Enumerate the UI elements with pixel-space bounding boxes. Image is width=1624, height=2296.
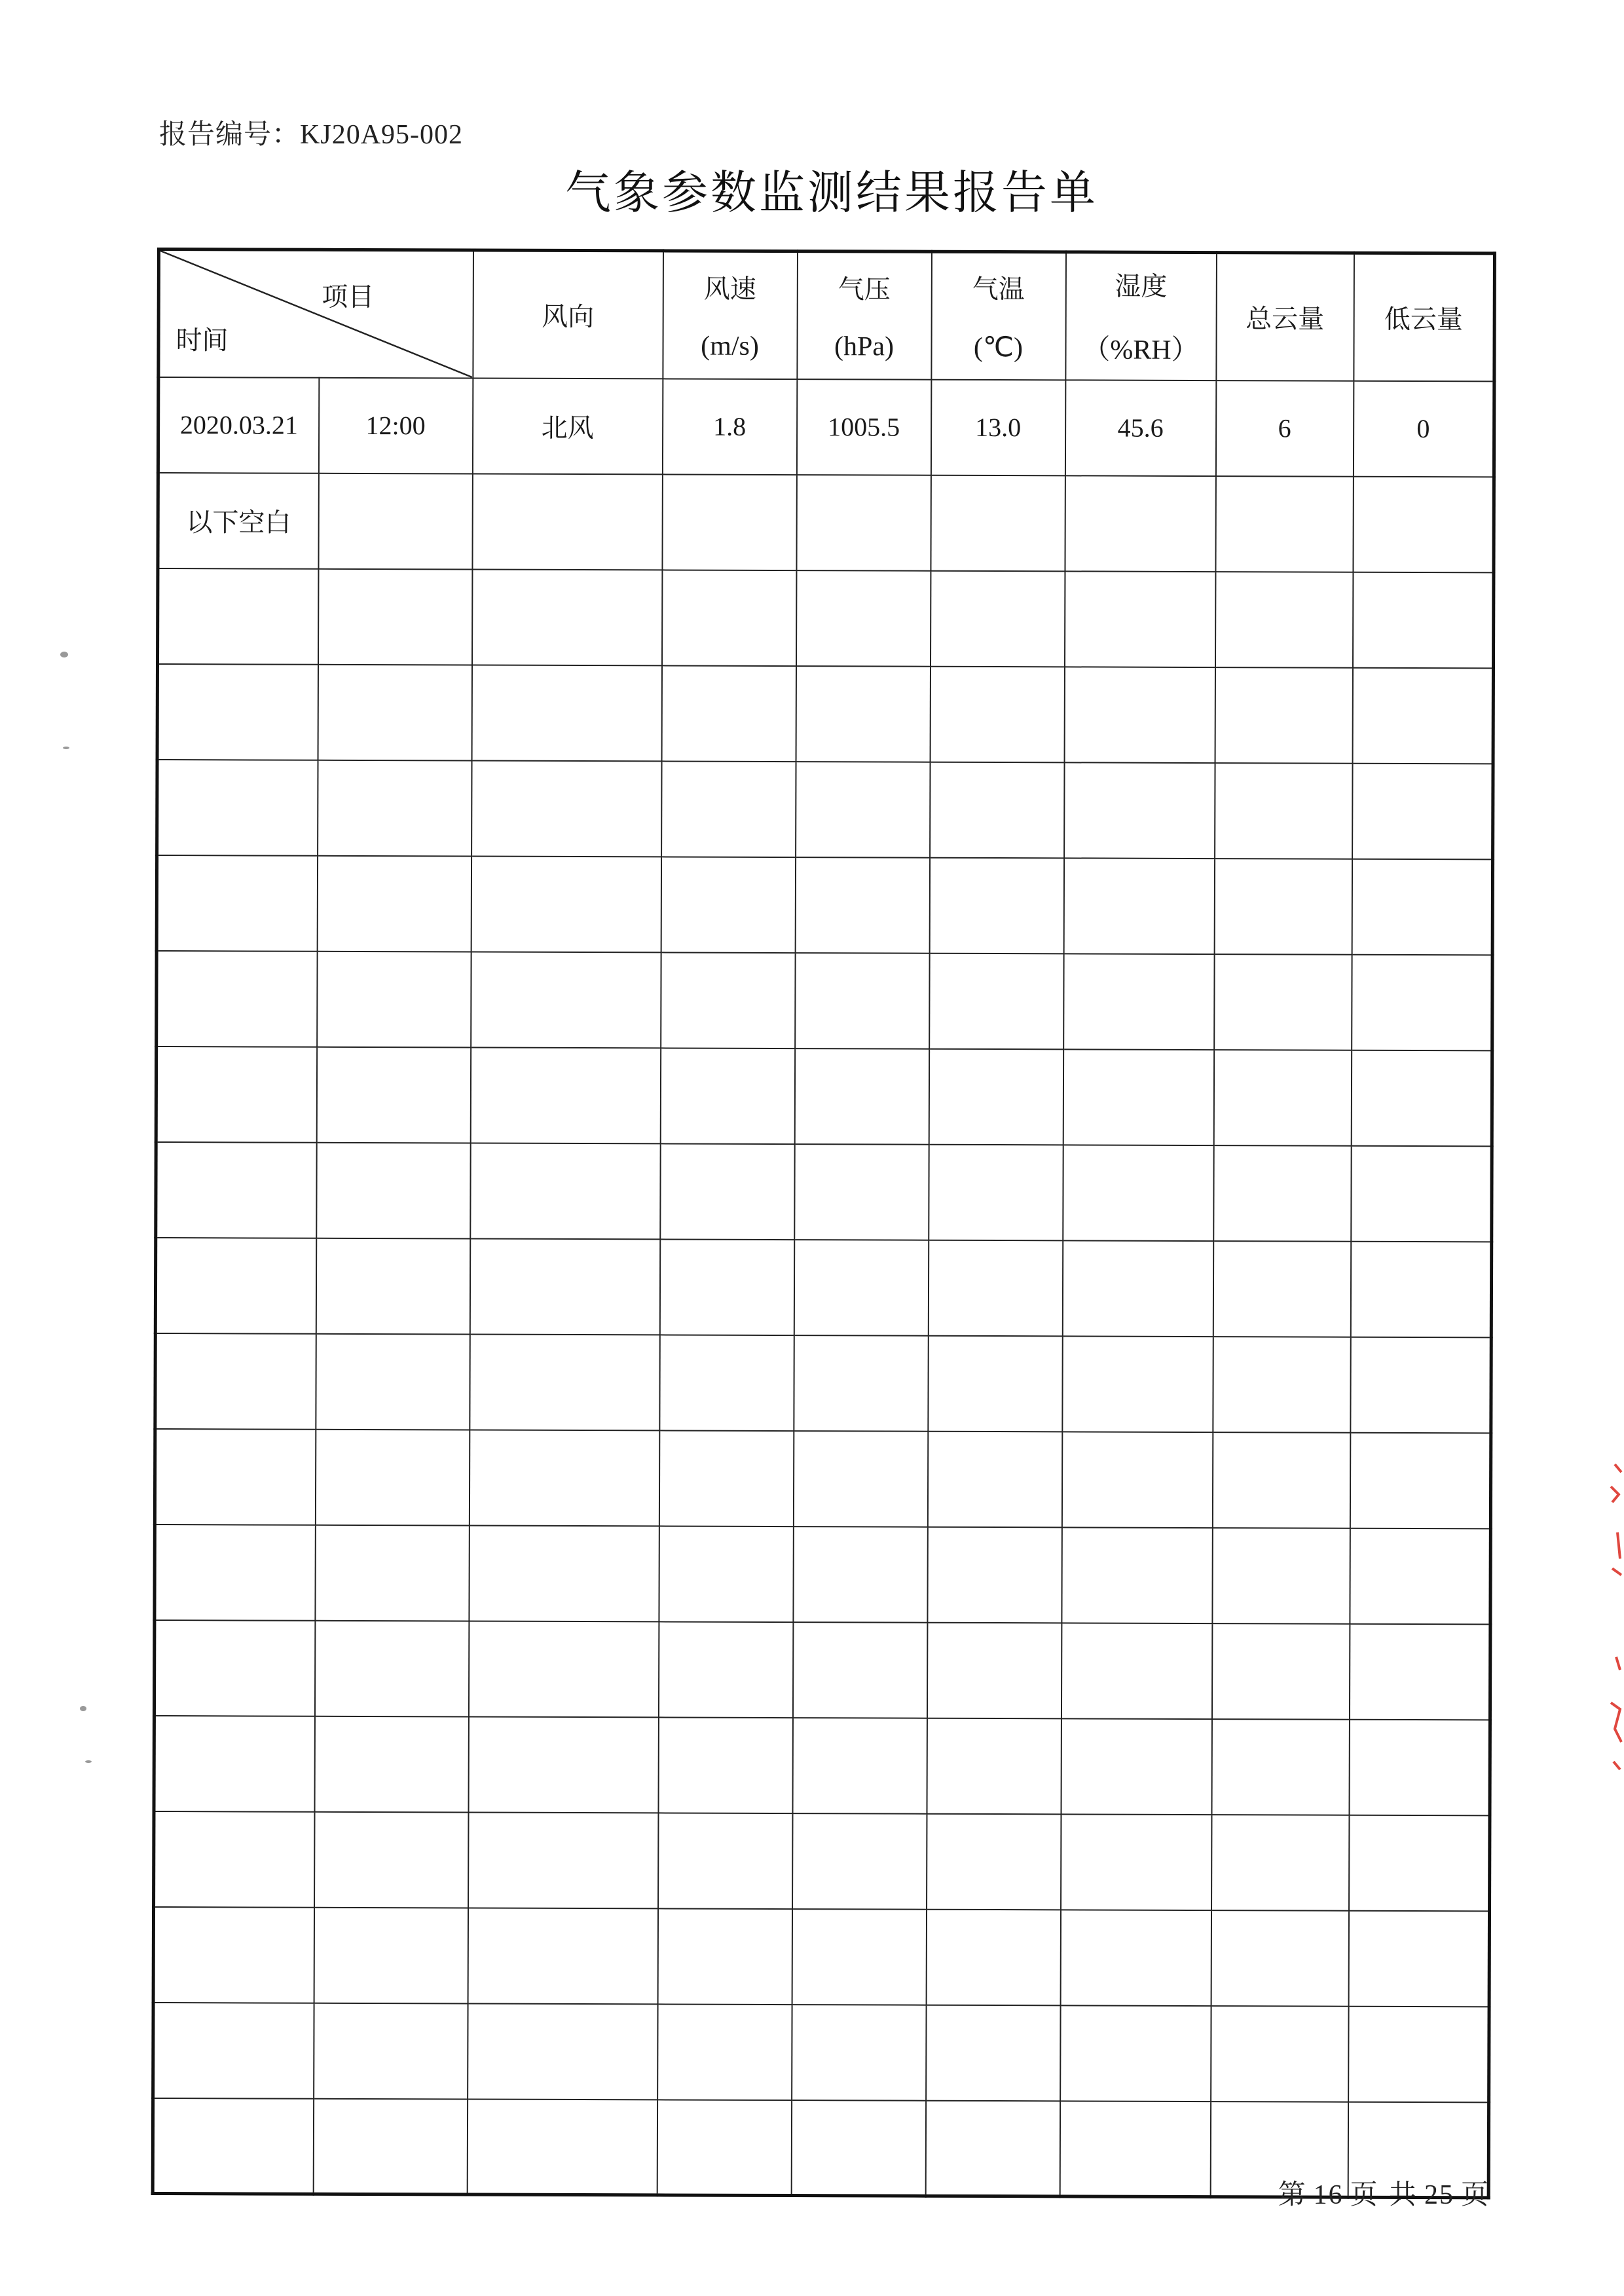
page-indicator (1278, 2173, 1490, 2212)
empty-cell (470, 1047, 660, 1143)
time-cell: 12:00 (318, 377, 472, 473)
empty-cell (1062, 1240, 1213, 1337)
empty-cell (657, 2004, 792, 2100)
empty-cell (929, 857, 1063, 954)
empty-cell (659, 1239, 794, 1335)
empty-cell (154, 1715, 314, 1811)
empty-cell (153, 2002, 314, 2098)
empty-cell (792, 1813, 927, 1910)
empty-cell (928, 1335, 1062, 1432)
empty-cell (1352, 859, 1492, 955)
empty-table-row (155, 1238, 1491, 1337)
empty-cell (157, 951, 317, 1047)
empty-cell (472, 473, 662, 570)
empty-cell (927, 1527, 1061, 1623)
empty-cell (1060, 2101, 1210, 2197)
empty-cell (157, 760, 318, 856)
empty-cell (930, 762, 1064, 858)
header-low-cloud-label: 低云量 (1384, 305, 1463, 335)
empty-cell (315, 1525, 469, 1621)
empty-cell (796, 666, 930, 762)
empty-cell (1061, 1718, 1211, 1815)
page-prefix: 第 (1278, 2178, 1307, 2210)
empty-cell (317, 855, 471, 952)
empty-cell (794, 1048, 929, 1145)
empty-table-row (155, 1333, 1491, 1432)
empty-cell (1352, 667, 1493, 764)
empty-cell (929, 953, 1063, 1049)
empty-table-row (157, 951, 1492, 1050)
empty-cell (796, 475, 931, 571)
empty-cell (468, 1621, 658, 1717)
empty-cell (791, 2100, 925, 2196)
empty-cell (930, 666, 1064, 762)
empty-table-row (158, 568, 1494, 668)
empty-cell (1349, 1815, 1490, 1911)
empty-table-row (154, 1811, 1490, 1910)
empty-cell (661, 570, 796, 666)
header-time-label: 时间 (175, 325, 229, 356)
empty-cell (157, 855, 317, 952)
page-suffix: 页 (1460, 2178, 1490, 2210)
empty-cell (316, 1238, 470, 1334)
empty-cell (793, 1527, 927, 1623)
empty-cell (925, 2100, 1060, 2196)
empty-cell (1214, 859, 1352, 955)
empty-cell (792, 1909, 926, 2005)
empty-cell (1061, 1814, 1211, 1910)
empty-cell (470, 1143, 660, 1239)
empty-cell (796, 570, 930, 667)
empty-cell (1060, 1910, 1211, 2006)
empty-cell (661, 761, 796, 857)
empty-cell (1348, 1910, 1489, 2007)
empty-cell (926, 2005, 1060, 2101)
page-current: 16 (1313, 2180, 1344, 2210)
empty-cell (1061, 1623, 1211, 1719)
empty-cell (794, 1240, 928, 1336)
empty-cell (1213, 1337, 1350, 1433)
empty-cell (1211, 1623, 1349, 1720)
scan-speck (63, 747, 69, 749)
empty-cell (1350, 1432, 1490, 1528)
empty-cell (1063, 1049, 1213, 1145)
empty-cell (155, 1333, 316, 1429)
empty-cell (659, 1430, 793, 1527)
diagonal-line (160, 251, 472, 377)
empty-cell (1211, 2006, 1348, 2102)
empty-cell (470, 1238, 659, 1335)
empty-table-row (155, 1428, 1490, 1528)
empty-table-row (154, 1715, 1490, 1815)
header-wind-speed-unit: (m/s) (701, 331, 759, 362)
empty-cell (467, 2099, 657, 2195)
empty-cell (928, 1240, 1062, 1336)
header-temperature (931, 251, 1066, 380)
header-low-cloud (1354, 253, 1495, 381)
empty-cell (471, 952, 661, 1048)
empty-cell (1215, 763, 1352, 859)
results-table (151, 248, 1496, 2199)
empty-cell (472, 569, 662, 665)
empty-cell (470, 1334, 659, 1430)
empty-cell (468, 1908, 657, 2004)
empty-table-row (153, 2002, 1489, 2102)
header-humidity-label: 湿度 (1115, 271, 1168, 303)
empty-cell (156, 1142, 316, 1238)
empty-cell (314, 1620, 468, 1716)
report-number-label: 报告编号： (159, 118, 301, 150)
header-pressure-unit: (hPa) (834, 331, 895, 362)
empty-cell (155, 1428, 315, 1525)
empty-table-row (157, 664, 1493, 764)
empty-cell (927, 1813, 1061, 1910)
empty-cell (792, 2005, 926, 2101)
empty-cell (927, 1622, 1061, 1718)
empty-table-row (156, 1142, 1492, 1242)
empty-cell (153, 2098, 313, 2194)
empty-cell (796, 762, 930, 858)
empty-cell (929, 1048, 1063, 1145)
empty-cell (1213, 1241, 1350, 1337)
empty-cell (1211, 1815, 1349, 1911)
empty-cell (1213, 1050, 1351, 1146)
empty-cell (661, 857, 795, 953)
empty-cell (1064, 571, 1215, 667)
empty-cell (795, 953, 929, 1049)
empty-cell (1062, 1336, 1213, 1432)
empty-table-row (157, 855, 1492, 955)
header-wind-speed-label: 风速 (703, 274, 756, 305)
humidity-cell: 45.6 (1065, 380, 1215, 476)
empty-cell (1211, 1910, 1348, 2007)
empty-table-row (154, 1620, 1490, 1719)
empty-cell (1351, 1145, 1492, 1242)
header-pressure (797, 251, 932, 380)
empty-cell (1064, 667, 1215, 763)
report-number (159, 113, 463, 152)
empty-cell (927, 1718, 1061, 1814)
empty-table-row (156, 1046, 1492, 1146)
empty-cell (154, 1811, 314, 1907)
header-total-cloud (1216, 253, 1354, 381)
header-wind-speed (663, 251, 798, 379)
empty-cell (658, 1621, 792, 1718)
empty-cell (314, 1811, 468, 1908)
header-pressure-label: 气压 (838, 274, 891, 305)
empty-cell (1064, 762, 1215, 859)
date-cell: 2020.03.21 (158, 377, 318, 473)
empty-cell (794, 1335, 928, 1432)
header-humidity (1065, 252, 1217, 380)
empty-table-row (155, 1524, 1490, 1623)
empty-cell (318, 664, 471, 760)
empty-cell (318, 473, 472, 569)
empty-cell (316, 1046, 470, 1143)
empty-cell (660, 1048, 794, 1144)
page-mid: 页 共 (1350, 2178, 1418, 2210)
results-table-frame (151, 248, 1493, 2113)
empty-cell (1352, 954, 1492, 1050)
header-humidity-unit: （%RH） (1082, 335, 1199, 366)
empty-cell (317, 951, 471, 1047)
empty-cell (926, 1909, 1060, 2005)
empty-cell (1214, 954, 1352, 1050)
empty-cell (658, 1717, 792, 1813)
pressure-cell: 1005.5 (796, 379, 931, 475)
header-temperature-unit: (℃) (973, 333, 1024, 363)
header-wind-direction-label: 风向 (542, 302, 595, 333)
empty-cell (154, 1620, 314, 1716)
empty-cell (1350, 1337, 1491, 1433)
empty-table-row (157, 760, 1493, 859)
empty-cell (1351, 1050, 1492, 1146)
page-total: 25 (1424, 2180, 1454, 2210)
table-header-row (158, 250, 1495, 381)
scan-speck (85, 1760, 92, 1763)
empty-cell (1063, 858, 1214, 954)
empty-cell (795, 857, 929, 954)
empty-cell (931, 475, 1065, 571)
wind-speed-cell: 1.8 (662, 379, 796, 475)
header-wind-direction (473, 250, 663, 379)
header-item-label: 项目 (322, 282, 375, 313)
empty-cell (1215, 476, 1353, 572)
empty-cell (155, 1238, 316, 1334)
empty-cell (1350, 1241, 1491, 1337)
empty-cell (156, 1046, 316, 1143)
empty-cell (661, 952, 795, 1048)
empty-cell (1211, 1719, 1349, 1815)
scan-speck (80, 1706, 86, 1711)
empty-cell (313, 2098, 467, 2194)
header-total-cloud-label: 总云量 (1246, 304, 1325, 335)
empty-cell (468, 1812, 658, 1908)
empty-cell (1350, 1528, 1490, 1624)
empty-cell (792, 1622, 927, 1718)
empty-cell (1352, 763, 1493, 859)
empty-cell (1215, 667, 1352, 764)
empty-cell (318, 568, 472, 665)
empty-cell (1215, 572, 1352, 668)
total-cloud-cell: 6 (1215, 380, 1353, 477)
empty-cell (314, 1907, 468, 2003)
empty-cell (471, 665, 661, 761)
empty-cell (471, 856, 661, 952)
empty-cell (158, 568, 318, 665)
empty-cell (657, 2100, 791, 2196)
empty-cell (316, 1142, 470, 1238)
empty-cell (1212, 1528, 1350, 1624)
empty-cell (468, 1716, 658, 1813)
low-cloud-cell: 0 (1353, 380, 1494, 477)
empty-cell (155, 1524, 315, 1620)
empty-cell (469, 1430, 659, 1526)
empty-cell (927, 1431, 1061, 1527)
empty-cell (316, 1333, 470, 1430)
empty-cell (1348, 2006, 1489, 2102)
empty-cell (792, 1718, 927, 1814)
empty-cell (660, 1143, 794, 1240)
report-number-value: KJ20A95-002 (300, 120, 464, 150)
seal-stamp-fragment (1606, 1460, 1624, 1775)
empty-cell (1063, 1145, 1213, 1241)
scan-speck (60, 652, 68, 657)
empty-cell (657, 1908, 792, 2005)
wind-direction-cell: 北风 (472, 378, 662, 474)
empty-cell (929, 1144, 1063, 1240)
empty-cell (1060, 2005, 1211, 2102)
empty-cell (469, 1525, 659, 1621)
empty-cell (658, 1813, 792, 1909)
empty-cell (1065, 475, 1215, 572)
empty-cell (318, 760, 471, 856)
table-row (158, 473, 1494, 572)
empty-cell (468, 2003, 657, 2100)
blank-note-cell: 以下空白 (158, 473, 318, 569)
empty-cell (314, 2003, 468, 2099)
temperature-cell: 13.0 (931, 379, 1065, 475)
empty-cell (153, 1906, 314, 2003)
empty-cell (661, 665, 796, 762)
empty-cell (314, 1716, 468, 1812)
empty-cell (794, 1144, 929, 1240)
empty-cell (1349, 1623, 1490, 1720)
document-title: 气象参数监测结果报告单 (565, 166, 1098, 219)
empty-cell (1063, 954, 1214, 1050)
empty-cell (793, 1431, 927, 1527)
table-row (158, 377, 1494, 477)
diagonal-header-cell (158, 250, 473, 379)
header-temperature-label: 气温 (972, 274, 1025, 305)
empty-cell (1061, 1527, 1212, 1623)
empty-cell (471, 760, 661, 857)
empty-cell (1349, 1719, 1490, 1815)
empty-cell (659, 1526, 793, 1622)
empty-cell (662, 474, 796, 570)
empty-cell (157, 664, 318, 760)
empty-cell (1212, 1432, 1350, 1528)
empty-cell (659, 1335, 794, 1431)
empty-cell (1061, 1432, 1212, 1528)
empty-cell (315, 1429, 469, 1525)
empty-cell (1213, 1145, 1351, 1242)
empty-table-row (153, 1906, 1489, 2006)
empty-cell (1352, 572, 1493, 668)
empty-cell (930, 570, 1064, 667)
empty-cell (1353, 476, 1494, 572)
